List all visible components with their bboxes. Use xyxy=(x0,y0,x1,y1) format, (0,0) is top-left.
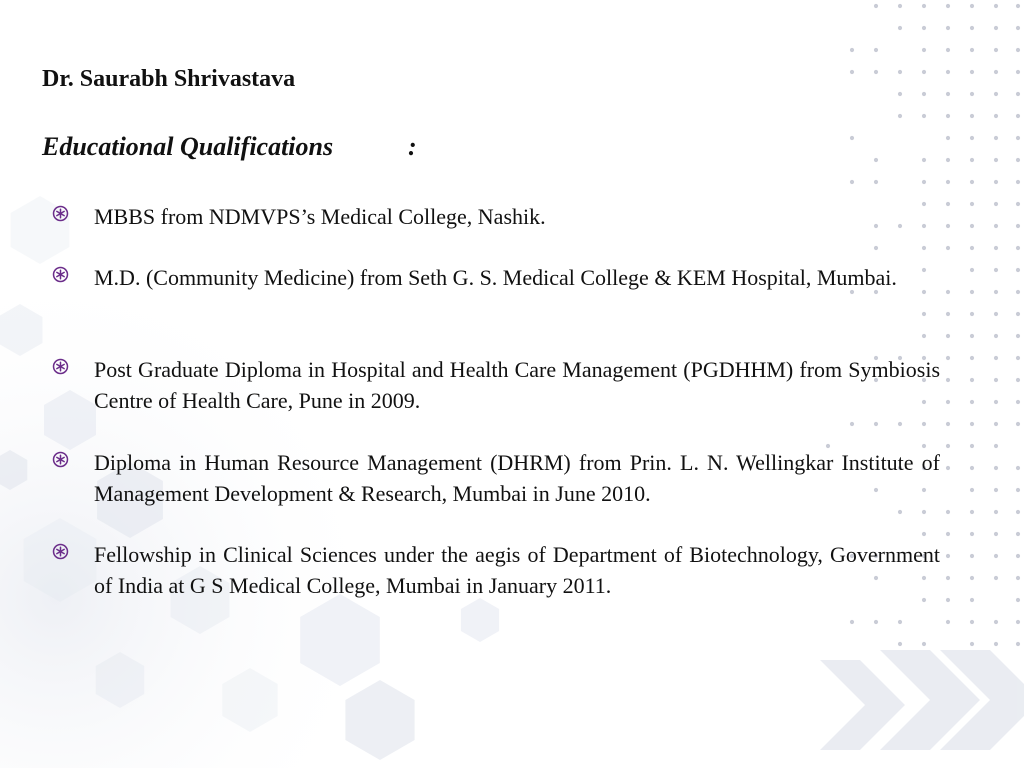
qualification-text: MBBS from NDMVPS’s Medical College, Nashik. xyxy=(94,204,546,229)
qualification-text: M.D. (Community Medicine) from Seth G. S. Medical College & KEM Hospital, Mumbai. xyxy=(94,265,897,290)
section-colon: : xyxy=(408,132,417,161)
circled-asterisk-icon xyxy=(52,358,69,375)
qualification-text: Post Graduate Diploma in Hospital and Health Care Management (PGDHHM) from Symbiosis Centre of Health Care, Pune in 2009. xyxy=(94,357,940,413)
qualification-text: Fellowship in Clinical Sciences under the aegis of Department of Biotechnology, Government of India at G S Medical College, Mumbai in January 2011. xyxy=(94,542,940,598)
circled-asterisk-icon xyxy=(52,205,69,222)
person-name: Dr. Saurabh Shrivastava xyxy=(42,66,296,92)
circled-asterisk-icon xyxy=(52,451,69,468)
section-title: Educational Qualifications xyxy=(42,132,334,161)
qualification-text: Diploma in Human Resource Management (DHRM) from Prin. L. N. Wellingkar Institute of Management Development & Research, Mumbai in June 2010. xyxy=(94,450,940,506)
circled-asterisk-icon xyxy=(52,266,69,283)
circled-asterisk-icon xyxy=(52,543,69,560)
